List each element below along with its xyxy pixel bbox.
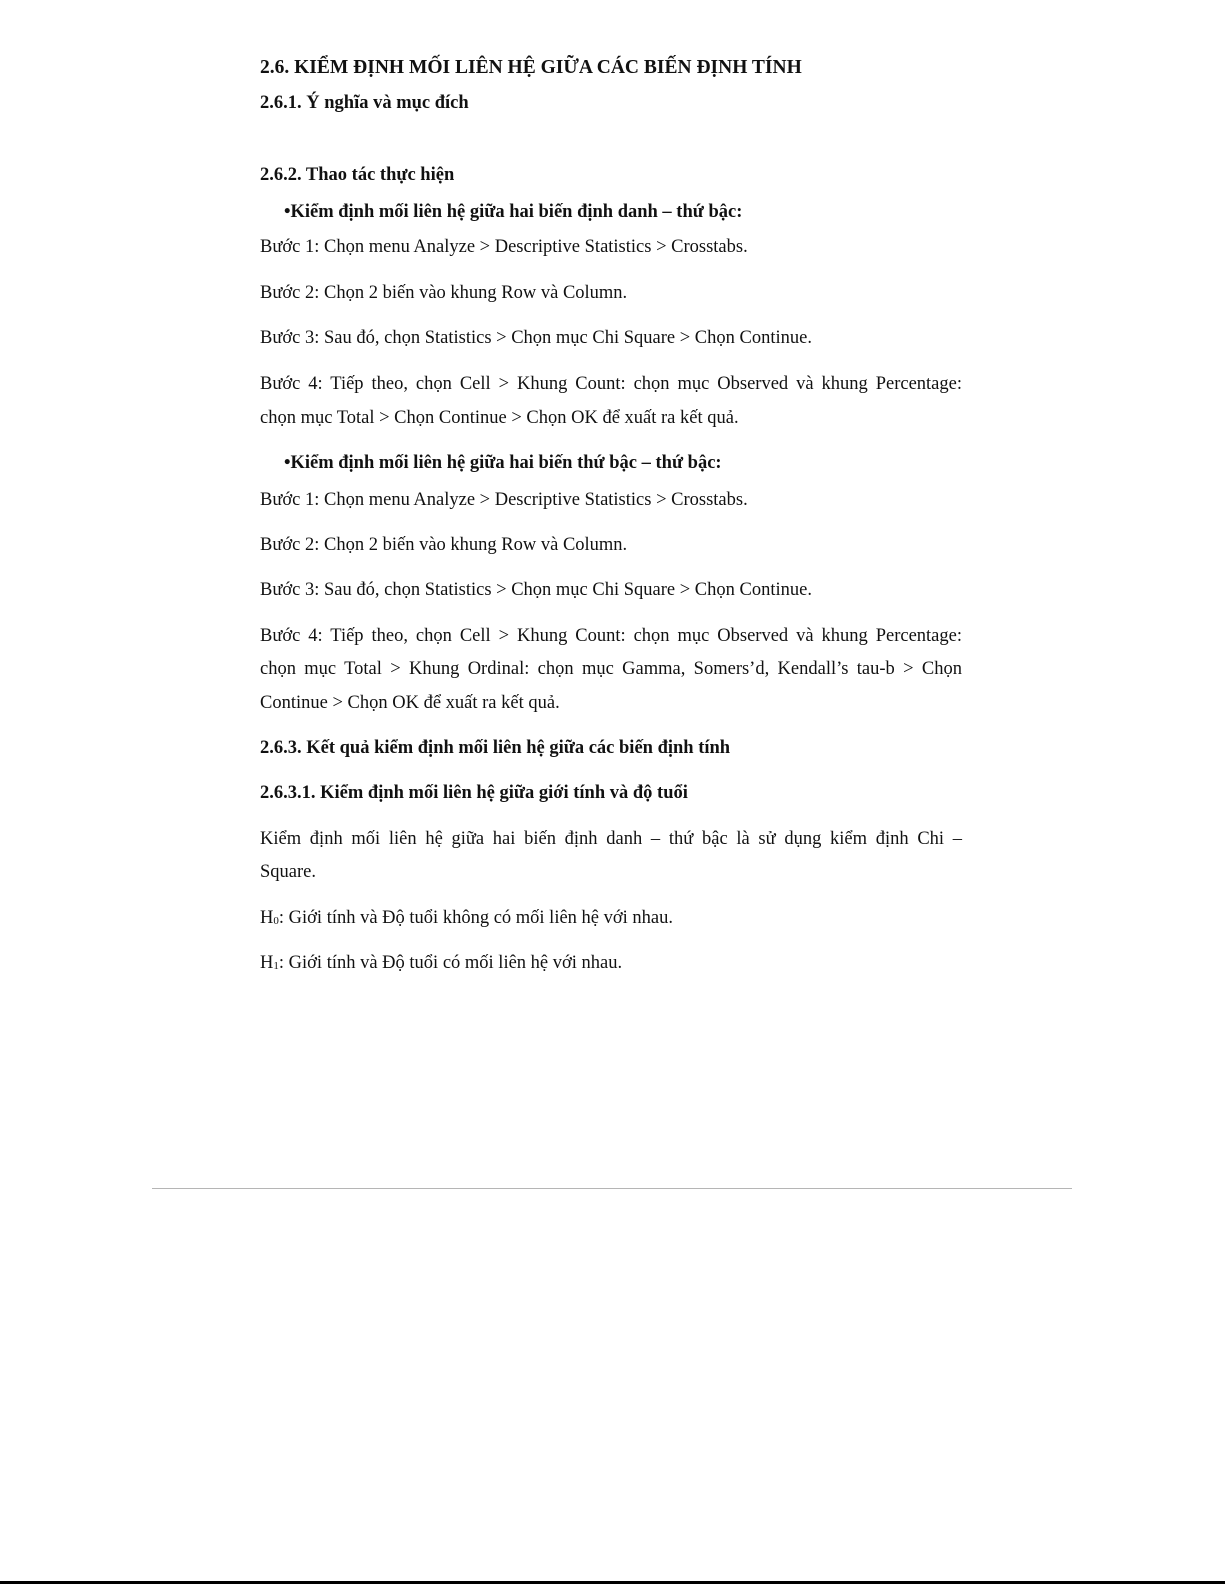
heading-2-6: 2.6. KIỂM ĐỊNH MỐI LIÊN HỆ GIỮA CÁC BIẾN ĐỊNH TÍNH <box>260 57 802 78</box>
bullet-nominal-ordinal: •Kiểm định mối liên hệ giữa hai biến định danh – thứ bậc: <box>284 202 743 222</box>
hypothesis-h0 <box>260 906 673 932</box>
bottom-edge-rule <box>0 1581 1225 1584</box>
heading-2-6-1: 2.6.1. Ý nghĩa và mục đích <box>260 93 469 113</box>
h0-subscript: 0 <box>273 915 279 927</box>
h1-text: : Giới tính và Độ tuổi có mối liên hệ với nhau. <box>278 953 623 973</box>
bullet-ordinal-ordinal: •Kiểm định mối liên hệ giữa hai biến thứ bậc – thứ bậc: <box>284 453 722 473</box>
step-4-ordinal-line2: chọn mục Total > Khung Ordinal: chọn mục Gamma, Somers’d, Kendall’s tau-b > Chọn <box>260 659 962 679</box>
step-4-ordinal-line3: Continue > Chọn OK để xuất ra kết quả. <box>260 693 560 713</box>
step-3-ordinal: Bước 3: Sau đó, chọn Statistics > Chọn mục Chi Square > Chọn Continue. <box>260 580 812 600</box>
h0-text: : Giới tính và Độ tuổi không có mối liên hệ với nhau. <box>278 908 674 928</box>
step-4-nominal-line2: chọn mục Total > Chọn Continue > Chọn OK để xuất ra kết quả. <box>260 408 739 428</box>
step-4-nominal-line1: Bước 4: Tiếp theo, chọn Cell > Khung Count: chọn mục Observed và khung Percentage: <box>260 374 962 394</box>
heading-2-6-2: 2.6.2. Thao tác thực hiện <box>260 165 455 185</box>
heading-2-6-3-1: 2.6.3.1. Kiểm định mối liên hệ giữa giới tính và độ tuổi <box>260 783 688 803</box>
footer-divider <box>152 1188 1072 1189</box>
h1-subscript: 1 <box>273 960 279 972</box>
step-3-nominal: Bước 3: Sau đó, chọn Statistics > Chọn mục Chi Square > Chọn Continue. <box>260 328 812 348</box>
step-1-nominal: Bước 1: Chọn menu Analyze > Descriptive Statistics > Crosstabs. <box>260 237 748 257</box>
step-2-ordinal: Bước 2: Chọn 2 biến vào khung Row và Column. <box>260 535 628 555</box>
result-intro-line1: Kiểm định mối liên hệ giữa hai biến định danh – thứ bậc là sử dụng kiểm định Chi – <box>260 829 962 849</box>
hypothesis-h1 <box>260 951 622 977</box>
h0-label: H <box>260 908 274 928</box>
result-intro-line2: Square. <box>260 862 316 882</box>
h1-label: H <box>260 953 274 973</box>
step-1-ordinal: Bước 1: Chọn menu Analyze > Descriptive Statistics > Crosstabs. <box>260 490 748 510</box>
step-4-ordinal-line1: Bước 4: Tiếp theo, chọn Cell > Khung Count: chọn mục Observed và khung Percentage: <box>260 626 962 646</box>
step-2-nominal: Bước 2: Chọn 2 biến vào khung Row và Column. <box>260 283 628 303</box>
heading-2-6-3: 2.6.3. Kết quả kiểm định mối liên hệ giữa các biến định tính <box>260 738 731 758</box>
